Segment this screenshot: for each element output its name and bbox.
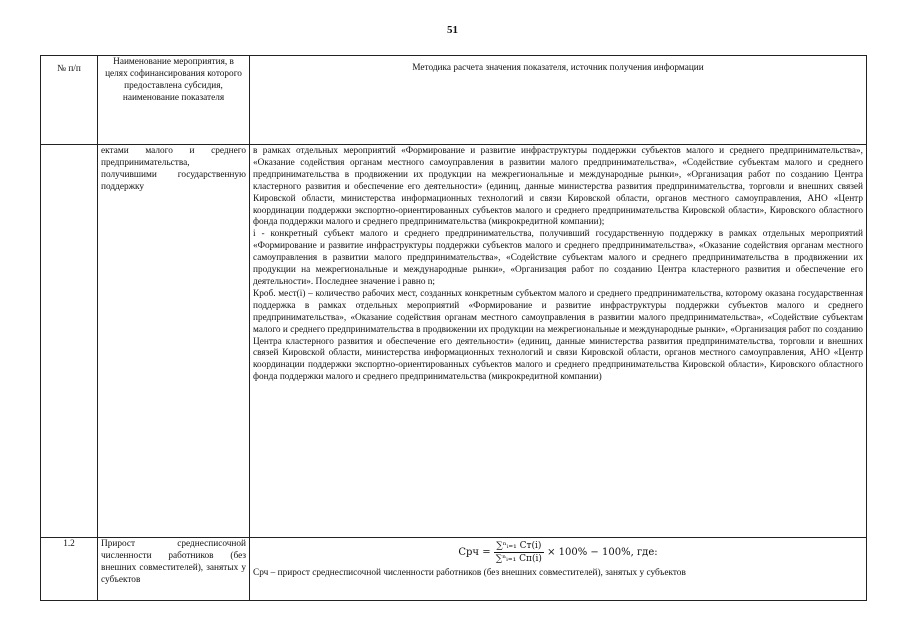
page-number: 51 (447, 24, 458, 36)
formula-rhs: × 100% − 100%, где: (547, 547, 658, 558)
cell-number-empty (41, 145, 98, 538)
table-row-continued (41, 145, 867, 538)
methodology-paragraph: в рамках отдельных мероприятий «Формирование и развитие инфраструктуры поддержки субъектов малого и среднего предпринимательства», «Оказание содействия органам местного самоуправления в развитии малого предпринимательства», «Содействие субъектам малого и среднего предпринимательства в продвижении их продукции на межрегиональные и международные рынки», «Организация работ по созданию Центра кластерного развития и обеспечение его деятельности» (единиц, данные министерства развития предпринимательства, торговли и внешних связей Кировской области, министерства информационных технологий и связи Кировской области, органов местного самоуправления, АНО «Центр координации поддержки экспортно-ориентированных субъектов малого и среднего предпринимательства Кировской области», Кировского областного фонда поддержки малого и среднего предпринимательства (микрокредитной компании); (253, 146, 863, 228)
header-event-name: Наименование мероприятия, в целях софинансирования которого предоставлена субсидия, наименование показателя (98, 56, 250, 145)
formula-description: Срч – прирост среднесписочной численности работников (без внешних совместителей), занятых у субъектов (253, 568, 686, 578)
cell-event-name: ектами малого и среднего предпринимательства, получившими государственную поддержку (98, 145, 250, 538)
row-number: 1.2 (41, 538, 98, 601)
formula-numerator: ∑ⁿᵢ₌₁ Cт(i) (494, 541, 544, 553)
header-methodology: Методика расчета значения показателя, источник получения информации (250, 56, 867, 145)
cell-indicator-name: Прирост среднесписочной численности работников (без внешних совместителей), занятых у субъектов (98, 538, 250, 601)
cell-methodology (250, 538, 867, 601)
formula-denominator: ∑ⁿᵢ₌₁ Cп(i) (495, 554, 542, 564)
header-number: № п/п (41, 56, 98, 145)
methodology-paragraph: i - конкретный субъект малого и среднего предпринимательства, получивший государственную поддержку в рамках отдельных мероприятий «Формирование и развитие инфраструктуры поддержки субъектов малого и среднего предпринимательства», «Оказание содействия органам местного самоуправления в развитии малого предпринимательства», «Содействие субъектам малого и среднего предпринимательства в продвижении их продукции на межрегиональные и международные рынки», «Организация работ по созданию Центра кластерного развития и обеспечение его деятельности». Последнее значение i равно n; (253, 229, 863, 287)
formula (253, 539, 863, 568)
formula-fraction (494, 541, 544, 564)
formula-lhs: Срч = (458, 547, 491, 558)
table-header-row (41, 56, 867, 145)
table-row (41, 538, 867, 601)
methodology-paragraph: Кроб. мест(i) – количество рабочих мест, созданных конкретным субъектом малого и среднего предпринимательства, которому оказана государственная поддержка в рамках отдельных мероприятий «Формирование и развитие инфраструктуры поддержки субъектов малого и среднего предпринимательства», «Оказание содействия органам местного самоуправления в развитии малого предпринимательства», «Содействие субъектам малого и среднего предпринимательства в продвижении их продукции на межрегиональные и международные рынки», «Организация работ по созданию Центра кластерного развития и обеспечение его деятельности» (единиц, данные министерства развития предпринимательства, торговли и внешних связей Кировской области, министерства информационных технологий и связи Кировской области, органов местного самоуправления, АНО «Центр координации поддержки экспортно-ориентированных субъектов малого и среднего предпринимательства Кировской области», Кировского областного фонда поддержки малого и среднего предпринимательства (микрокредитной компании) (253, 288, 863, 383)
cell-methodology (250, 145, 867, 538)
methodology-table (40, 55, 867, 601)
